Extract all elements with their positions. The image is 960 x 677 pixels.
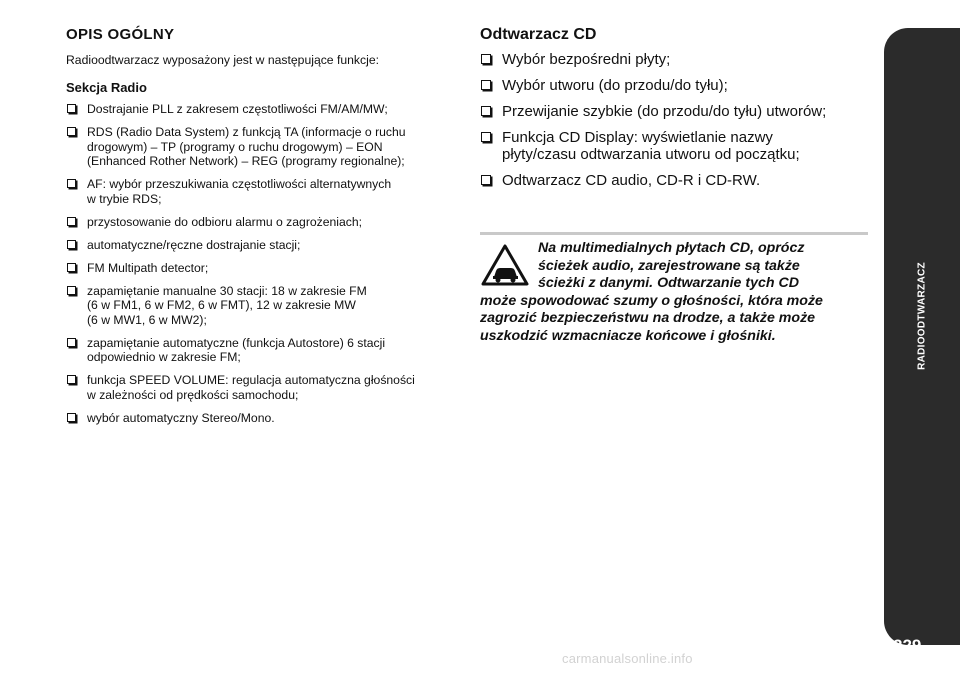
warning-line: ścieżek audio, zarejestrowane są także xyxy=(538,257,800,274)
list-item xyxy=(480,77,870,94)
list-item xyxy=(480,129,870,163)
warning-line: Na multimedialnych płytach CD, oprócz xyxy=(538,240,805,256)
list-item xyxy=(66,238,462,253)
checkbox-bullet-icon xyxy=(67,240,76,249)
list-item xyxy=(480,172,870,189)
list-item-text: Funkcja CD Display: wyświetlanie nazwy xyxy=(502,129,773,146)
warning-line: zagrozić bezpieczeństwu na drodze, a także może xyxy=(480,310,816,326)
list-item-text: automatyczne/ręczne dostrajanie stacji; xyxy=(87,237,301,252)
list-item xyxy=(66,125,462,169)
checkbox-bullet-icon xyxy=(481,175,491,185)
list-item xyxy=(66,177,462,206)
radio-feature-list xyxy=(66,102,462,425)
list-item xyxy=(66,373,462,402)
list-item-text: Wybór bezpośredni płyty; xyxy=(502,51,671,68)
list-item xyxy=(66,215,462,230)
checkbox-bullet-icon xyxy=(67,413,76,422)
checkbox-bullet-icon xyxy=(481,54,491,64)
warning-line: może spowodować szumy o głośności, która może xyxy=(480,292,823,309)
list-item-text: płyty/czasu odtwarzania utworu od początku; xyxy=(502,146,800,163)
warning-divider xyxy=(480,232,868,235)
list-item-text: w zależności od prędkości samochodu; xyxy=(87,387,299,402)
page-number: 229 xyxy=(893,636,922,655)
list-item xyxy=(66,261,462,276)
checkbox-bullet-icon xyxy=(67,179,76,188)
list-item xyxy=(66,336,462,365)
list-item xyxy=(480,103,870,120)
list-item-text: drogowym) – TP (programy o ruchu drogowym) – EON xyxy=(87,139,383,154)
checkbox-bullet-icon xyxy=(67,375,76,384)
list-item-text: AF: wybór przeszukiwania częstotliwości alternatywnych xyxy=(87,177,392,191)
list-item-text: Wybór utworu (do przodu/do tyłu); xyxy=(502,77,728,94)
list-item-text: odpowiednio w zakresie FM; xyxy=(87,350,241,364)
checkbox-bullet-icon xyxy=(67,217,76,226)
list-item-text: (Enhanced Rother Network) – REG (programy regionalne); xyxy=(87,154,405,168)
intro-text: Radioodtwarzacz wyposażony jest w następujące funkcje: xyxy=(66,53,379,67)
warning-text xyxy=(480,240,872,345)
chapter-tab-label: RADIOODTWARZACZ xyxy=(916,262,928,370)
radio-section-title: Sekcja Radio xyxy=(66,80,147,95)
list-item xyxy=(66,102,462,117)
checkbox-bullet-icon xyxy=(67,338,76,347)
list-item xyxy=(66,411,462,426)
list-item-text: funkcja SPEED VOLUME: regulacja automatyczna głośności xyxy=(87,373,415,387)
warning-line: ścieżki z danymi. Odtwarzanie tych CD xyxy=(538,275,799,291)
list-item-text: (6 w FM1, 6 w FM2, 6 w FMT), 12 w zakresie MW xyxy=(87,298,356,312)
list-item xyxy=(480,51,870,68)
list-item-text: wybór automatyczny Stereo/Mono. xyxy=(87,410,275,425)
checkbox-bullet-icon xyxy=(67,127,76,136)
watermark: carmanualsonline.info xyxy=(562,651,693,666)
list-item-text: Przewijanie szybkie (do przodu/do tyłu) utworów; xyxy=(502,103,827,120)
checkbox-bullet-icon xyxy=(67,263,76,272)
list-item-text: zapamiętanie manualne 30 stacji: 18 w zakresie FM xyxy=(87,283,367,298)
cd-section-title: Odtwarzacz CD xyxy=(480,26,597,43)
checkbox-bullet-icon xyxy=(67,286,76,295)
list-item-text: (6 w MW1, 6 w MW2); xyxy=(87,312,207,327)
list-item-text: Odtwarzacz CD audio, CD-R i CD-RW. xyxy=(502,172,761,189)
checkbox-bullet-icon xyxy=(481,106,491,116)
checkbox-bullet-icon xyxy=(67,104,76,113)
page-heading: OPIS OGÓLNY xyxy=(66,26,175,43)
list-item xyxy=(66,284,462,328)
checkbox-bullet-icon xyxy=(481,80,491,90)
list-item-text: Dostrajanie PLL z zakresem częstotliwości FM/AM/MW; xyxy=(87,102,388,116)
list-item-text: RDS (Radio Data System) z funkcją TA (informacje o ruchu xyxy=(87,125,406,139)
list-item-text: FM Multipath detector; xyxy=(87,260,209,275)
right-column xyxy=(480,26,870,198)
list-item-text: zapamiętanie automatyczne (funkcja Autostore) 6 stacji xyxy=(87,335,386,350)
left-column xyxy=(66,26,462,434)
list-item-text: w trybie RDS; xyxy=(87,191,162,206)
warning-line: uszkodzić wzmacniacze końcowe i głośniki. xyxy=(480,327,776,344)
checkbox-bullet-icon xyxy=(481,132,491,142)
list-item-text: przystosowanie do odbioru alarmu o zagrożeniach; xyxy=(87,214,363,229)
cd-feature-list xyxy=(480,51,870,189)
